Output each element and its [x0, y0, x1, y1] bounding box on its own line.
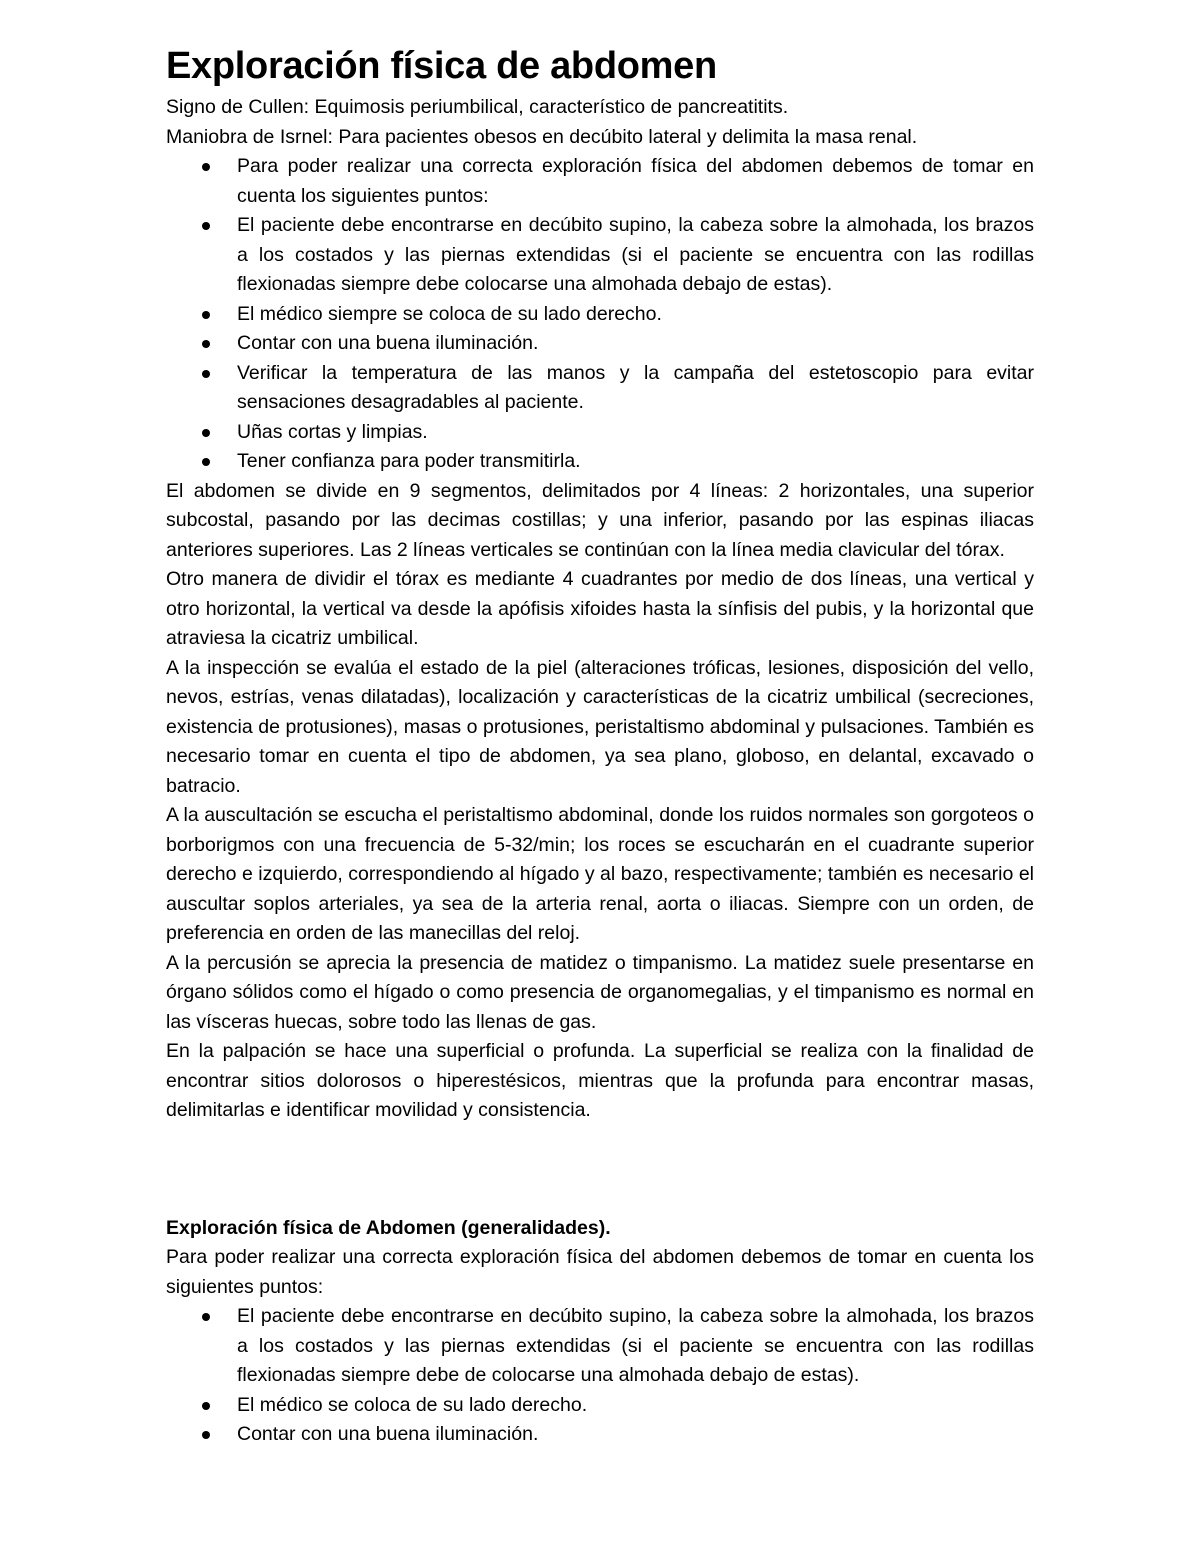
list-item	[166, 1420, 1034, 1450]
list-item	[166, 418, 1034, 448]
list-item-text: El paciente debe encontrarse en decúbito supino, la cabeza sobre la almohada, los brazos a los costados y las piernas extendidas (si el paciente se encuentra con las rodillas flexionadas siempre debe de colocarse una almohada debajo de estas).	[237, 1305, 1034, 1386]
list-item-text: El paciente debe encontrarse en decúbito supino, la cabeza sobre la almohada, los brazos a los costados y las piernas extendidas (si el paciente se encuentra con las rodillas flexionadas siempre debe colocarse una almohada debajo de estas).	[237, 214, 1034, 295]
exam-points-list	[166, 152, 1034, 477]
body-paragraph: En la palpación se hace una superficial o profunda. La superficial se realiza con la finalidad de encontrar sitios dolorosos o hiperestésicos, mientras que la profunda para encontrar masas, delimitarlas e identificar movilidad y consistencia.	[166, 1040, 1034, 1121]
list-item-text: Contar con una buena iluminación.	[237, 1423, 539, 1445]
body-paragraph: A la auscultación se escucha el peristaltismo abdominal, donde los ruidos normales son gorgoteos o borborigmos con una frecuencia de 5-32/min; los roces se escucharán en el cuadrante superior derecho e izquierdo, correspondiendo al hígado y al bazo, respectivamente; también es necesario el auscultar soplos arteriales, ya sea de la arteria renal, aorta o iliacas. Siempre con un orden, de preferencia en orden de las manecillas del reloj.	[166, 804, 1034, 944]
bullet-icon	[202, 1431, 210, 1439]
body-paragraph: A la inspección se evalúa el estado de la piel (alteraciones tróficas, lesiones, disposición del vello, nevos, estrías, venas dilatadas), localización y características de la cicatriz umbilical (secreciones, existencia de protusiones), masas o protusiones, peristaltismo abdominal y pulsaciones. También es necesario tomar en cuenta el tipo de abdomen, ya sea plano, globoso, en delantal, excavado o batracio.	[166, 656, 1034, 797]
body-paragraph: El abdomen se divide en 9 segmentos, delimitados por 4 líneas: 2 horizontales, una superior subcostal, pasando por las decimas costillas; y una inferior, pasando por las espinas iliacas anteriores superiores. Las 2 líneas verticales se continúan con la línea media clavicular del tórax.	[166, 479, 1034, 561]
section-intro: Para poder realizar una correcta exploración física del abdomen debemos de tomar en cuenta los siguientes puntos:	[166, 1246, 1034, 1298]
section-heading: Exploración física de Abdomen (generalidades).	[166, 1216, 611, 1239]
list-item	[166, 1302, 1034, 1391]
bullet-icon	[202, 370, 210, 378]
bullet-icon	[202, 1313, 210, 1321]
list-item	[166, 300, 1034, 330]
bullet-icon	[202, 311, 210, 319]
body-paragraph: A la percusión se aprecia la presencia de matidez o timpanismo. La matidez suele presentarse en órgano sólidos como el hígado o como presencia de organomegalias, y el timpanismo es normal en las vísceras huecas, sobre todo las llenas de gas.	[166, 951, 1034, 1033]
bullet-icon	[202, 222, 210, 230]
isrnel-maneuver-line: Maniobra de Isrnel: Para pacientes obesos en decúbito lateral y delimita la masa renal.	[166, 125, 918, 148]
bullet-icon	[202, 1402, 210, 1410]
list-item	[166, 329, 1034, 359]
generalidades-list	[166, 1302, 1034, 1450]
section-spacer	[166, 1126, 1034, 1214]
cullen-sign-line: Signo de Cullen: Equimosis periumbilical, característico de pancreatitits.	[166, 96, 789, 118]
list-item	[166, 447, 1034, 477]
bullet-icon	[202, 340, 210, 348]
list-item-text: Uñas cortas y limpias.	[237, 420, 428, 443]
bullet-icon	[202, 163, 210, 171]
list-item	[166, 211, 1034, 300]
list-item-text: El médico siempre se coloca de su lado derecho.	[237, 302, 662, 325]
bullet-icon	[202, 429, 210, 437]
list-item-text: Contar con una buena iluminación.	[237, 332, 539, 354]
page-title: Exploración física de abdomen	[166, 45, 717, 87]
document-page	[166, 42, 1034, 1450]
list-item	[166, 152, 1034, 211]
body-paragraph: Otro manera de dividir el tórax es mediante 4 cuadrantes por medio de dos líneas, una vertical y otro horizontal, la vertical va desde la apófisis xifoides hasta la sínfisis del pubis, y la horizontal que atraviesa la cicatriz umbilical.	[166, 568, 1034, 649]
list-item	[166, 1391, 1034, 1421]
list-item-text: Tener confianza para poder transmitirla.	[237, 450, 581, 472]
list-item-text: Verificar la temperatura de las manos y la campaña del estetoscopio para evitar sensaciones desagradables al paciente.	[237, 361, 1034, 413]
list-item	[166, 359, 1034, 418]
list-item-text: El médico se coloca de su lado derecho.	[237, 1393, 588, 1416]
bullet-icon	[202, 458, 210, 466]
list-item-text: Para poder realizar una correcta exploración física del abdomen debemos de tomar en cuenta los siguientes puntos:	[237, 155, 1034, 207]
